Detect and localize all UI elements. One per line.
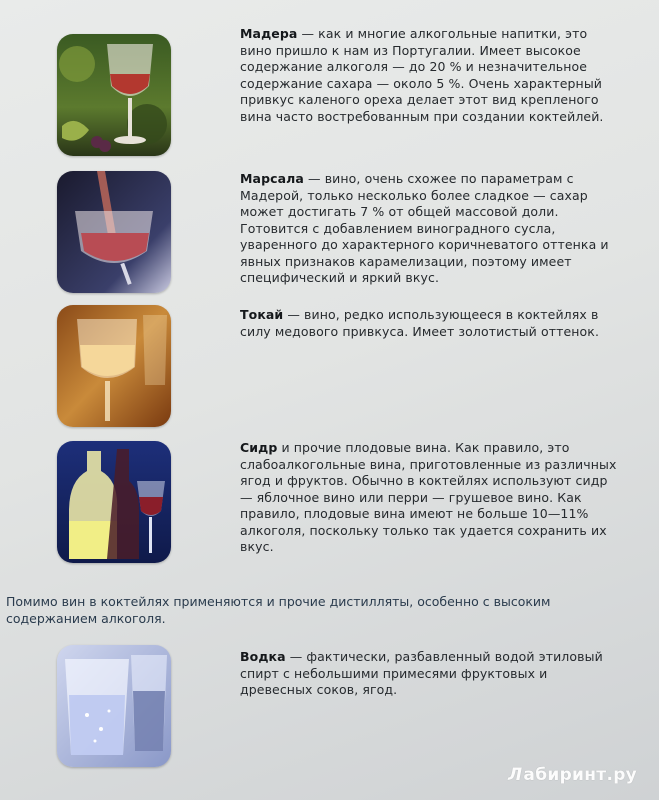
entry-term: Водка (240, 649, 286, 664)
entry-description: — как и многие алкогольные напитки, это вино пришло к нам из Португалии. Имеет высокое содержание алкоголя — до 20 % и незначительное содержание сахара — около 5 %. Очень характерный привкус каленого ореха делает этот вид крепленого вина часто востребованным при создании коктейлей. (240, 26, 604, 124)
white-wine-glass-icon (57, 305, 171, 427)
entry-description: — вино, очень схожее по параметрам с Мадерой, только несколько более сладкое — сахар может достигать 7 % от общей массовой доли. Готовится с добавлением виноградного сусла, уваренного до характерного коричневатого оттенка и явных признаков карамелизации, поэтому имеет специфический и яркий вкус. (240, 171, 609, 285)
labirint-logo-icon: Л (508, 765, 523, 785)
pouring-wine-icon (57, 171, 171, 293)
entry-madeira (240, 26, 620, 125)
vodka-photo (57, 645, 171, 767)
entry-term: Мадера (240, 26, 298, 41)
entry-marsala (240, 171, 620, 287)
cider-photo (57, 441, 171, 563)
entry-term: Марсала (240, 171, 304, 186)
entry-term: Сидр (240, 440, 278, 455)
entry-vodka (240, 649, 620, 699)
shot-glasses-icon (57, 645, 171, 767)
labirint-watermark (508, 765, 637, 785)
bottles-icon (57, 441, 171, 563)
entry-description: — фактически, разбавленный водой этиловый спирт с небольшими примесями фруктовых и древесных соков, ягод. (240, 649, 603, 697)
entry-description: — вино, редко использующееся в коктейлях в силу медового привкуса. Имеет золотистый оттенок. (240, 307, 600, 339)
tokaji-wine-photo (57, 305, 171, 427)
wine-glass-icon (57, 34, 171, 156)
entry-term: Токай (240, 307, 284, 322)
entry-cider (240, 440, 620, 556)
entry-tokaji (240, 307, 620, 340)
marsala-wine-photo (57, 171, 171, 293)
entry-description: и прочие плодовые вина. Как правило, это слабоалкогольные вина, приготовленные из различных ягод и фруктов. Обычно в коктейлях используют сидр — яблочное вино или перри — грушевое вино. Как правило, плодовые вина имеют не больше 10—11% алкоголя, поскольку только так удается сохранить их вкус. (240, 440, 617, 554)
madeira-wine-photo (57, 34, 171, 156)
watermark-text: абиринт.ру (523, 765, 638, 785)
distillates-intro: Помимо вин в коктейлях применяются и прочие дистилляты, особенно с высоким содержанием алкоголя. (6, 594, 551, 626)
